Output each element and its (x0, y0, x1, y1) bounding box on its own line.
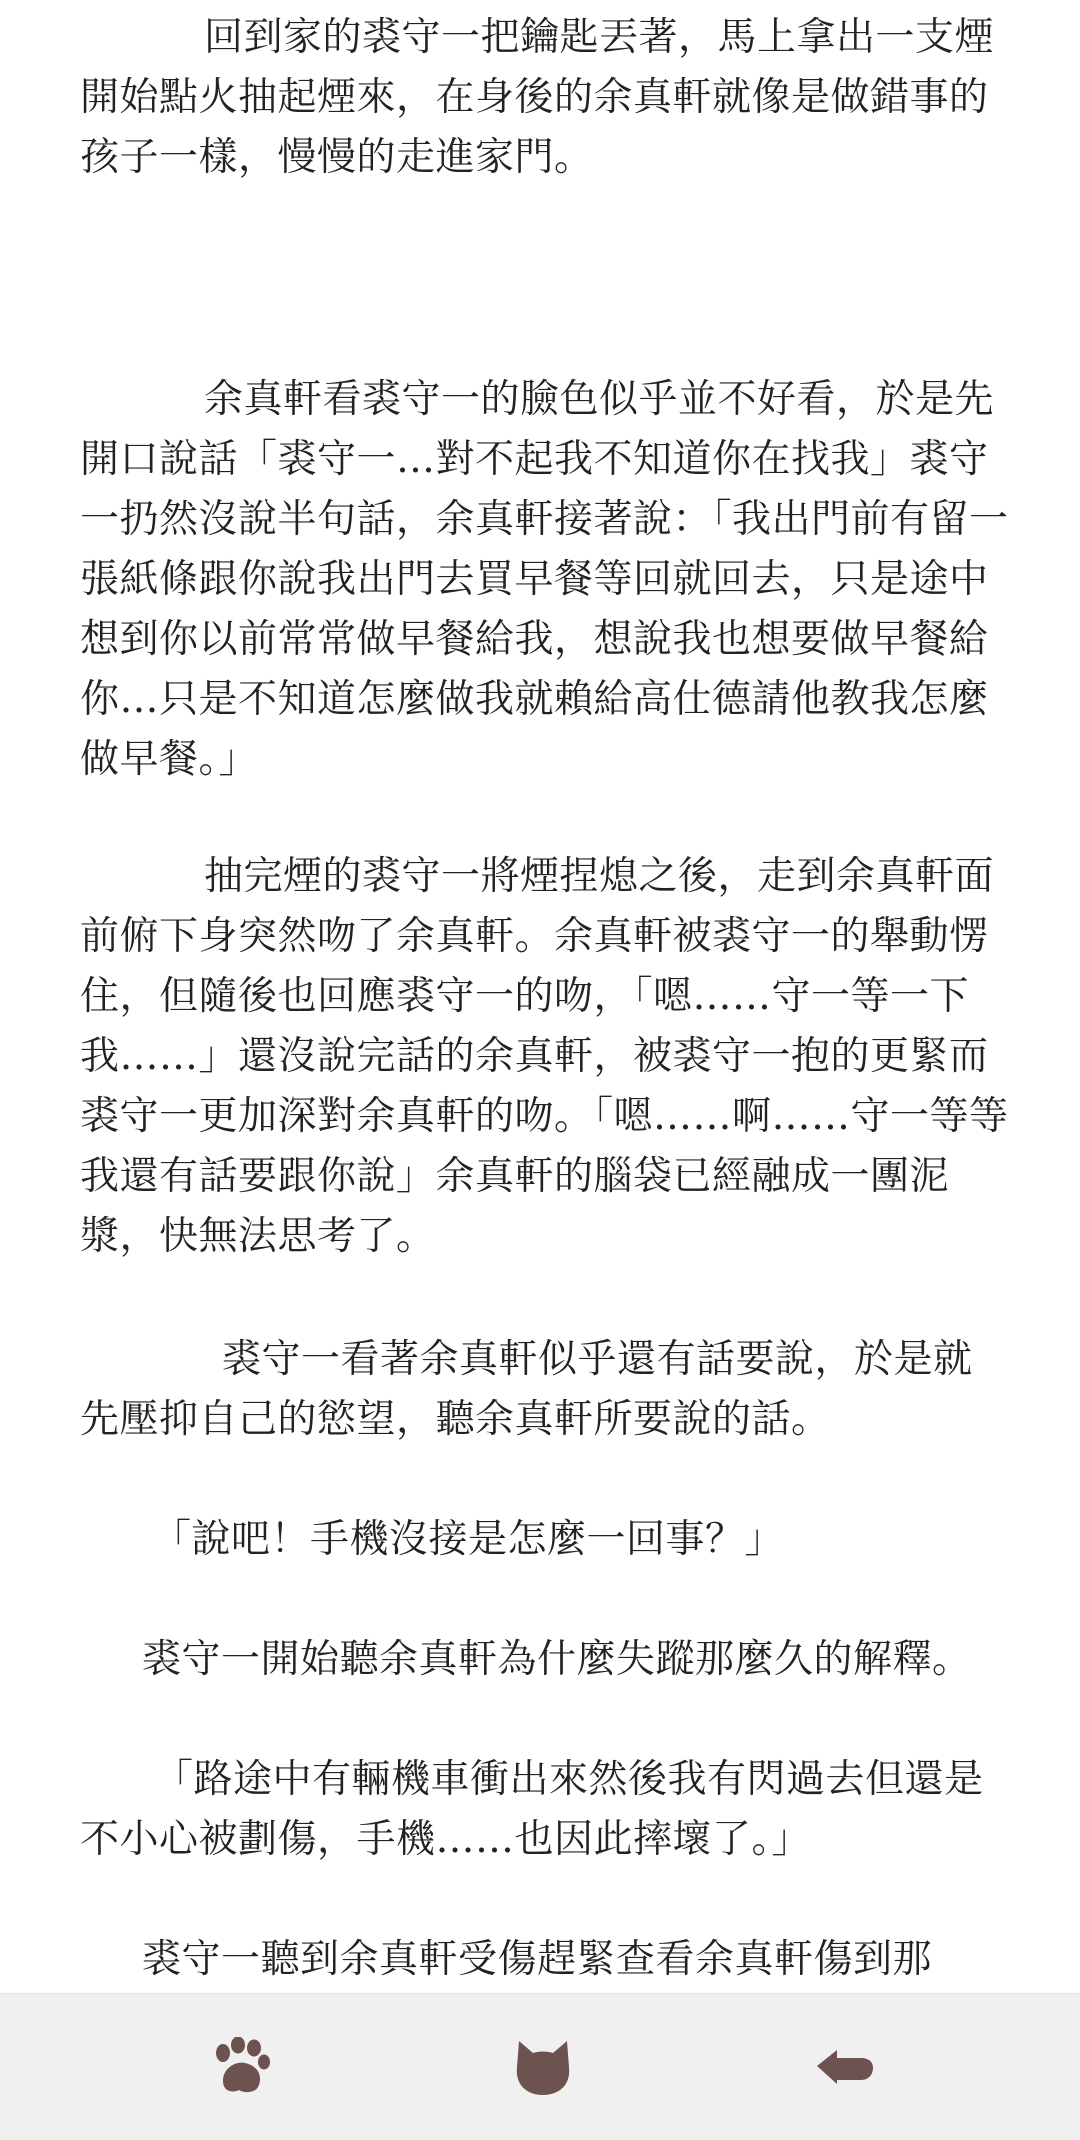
story-paragraph: 裘守一聽到余真軒受傷趕緊查看余真軒傷到那 (142, 1937, 933, 1982)
story-paragraph: 回到家的裘守一把鑰匙丟著，馬上拿出一支煙開始點火抽起煙來，在身後的余真軒就像是做錯事的孩子一樣，慢慢的走進家門。 (80, 15, 995, 180)
story-paragraph: 裘守一看著余真軒似乎還有話要說，於是就先壓抑自己的慾望，聽余真軒所要說的話。 (80, 1337, 973, 1442)
story-paragraph: 余真軒看裘守一的臉色似乎並不好看，於是先開口說話「裘守一…對不起我不知道你在找我」裘守一扔然沒說半句話，余真軒接著說：「我出門前有留一張紙條跟你說我出門去買早餐等回就回去，只是途中想到你以前常常做早餐給我，想說我也想要做早餐給你…只是不知道怎麼做我就賴給高仕德請他教我怎麼做早餐。」 (80, 377, 1009, 782)
paw-button[interactable] (196, 2022, 286, 2112)
bottom-navigation-bar (0, 1993, 1080, 2140)
paw-icon (209, 2037, 273, 2097)
reader-content[interactable] (80, 0, 1010, 1990)
story-paragraph: 抽完煙的裘守一將煙捏熄之後，走到余真軒面前俯下身突然吻了余真軒。余真軒被裘守一的舉動愣住，但隨後也回應裘守一的吻，「嗯……守一等一下我……」還沒說完話的余真軒，被裘守一抱的更緊而裘守一更加深對余真軒的吻。「嗯……啊……守一等等我還有話要跟你說」余真軒的腦袋已經融成一團泥漿，快無法思考了。 (80, 854, 1009, 1259)
cat-head-button[interactable] (498, 2022, 588, 2112)
story-paragraph: 裘守一開始聽余真軒為什麼失蹤那麼久的解釋。 (142, 1637, 972, 1682)
cat-head-icon (513, 2037, 573, 2097)
story-paragraph: 「說吧！手機沒接是怎麼一回事？」 (152, 1517, 785, 1562)
back-arrow-icon (815, 2042, 875, 2092)
story-paragraph: 「路途中有輛機車衝出來然後我有閃過去但還是不小心被劃傷，手機……也因此摔壞了。」 (80, 1757, 984, 1862)
back-button[interactable] (800, 2022, 890, 2112)
